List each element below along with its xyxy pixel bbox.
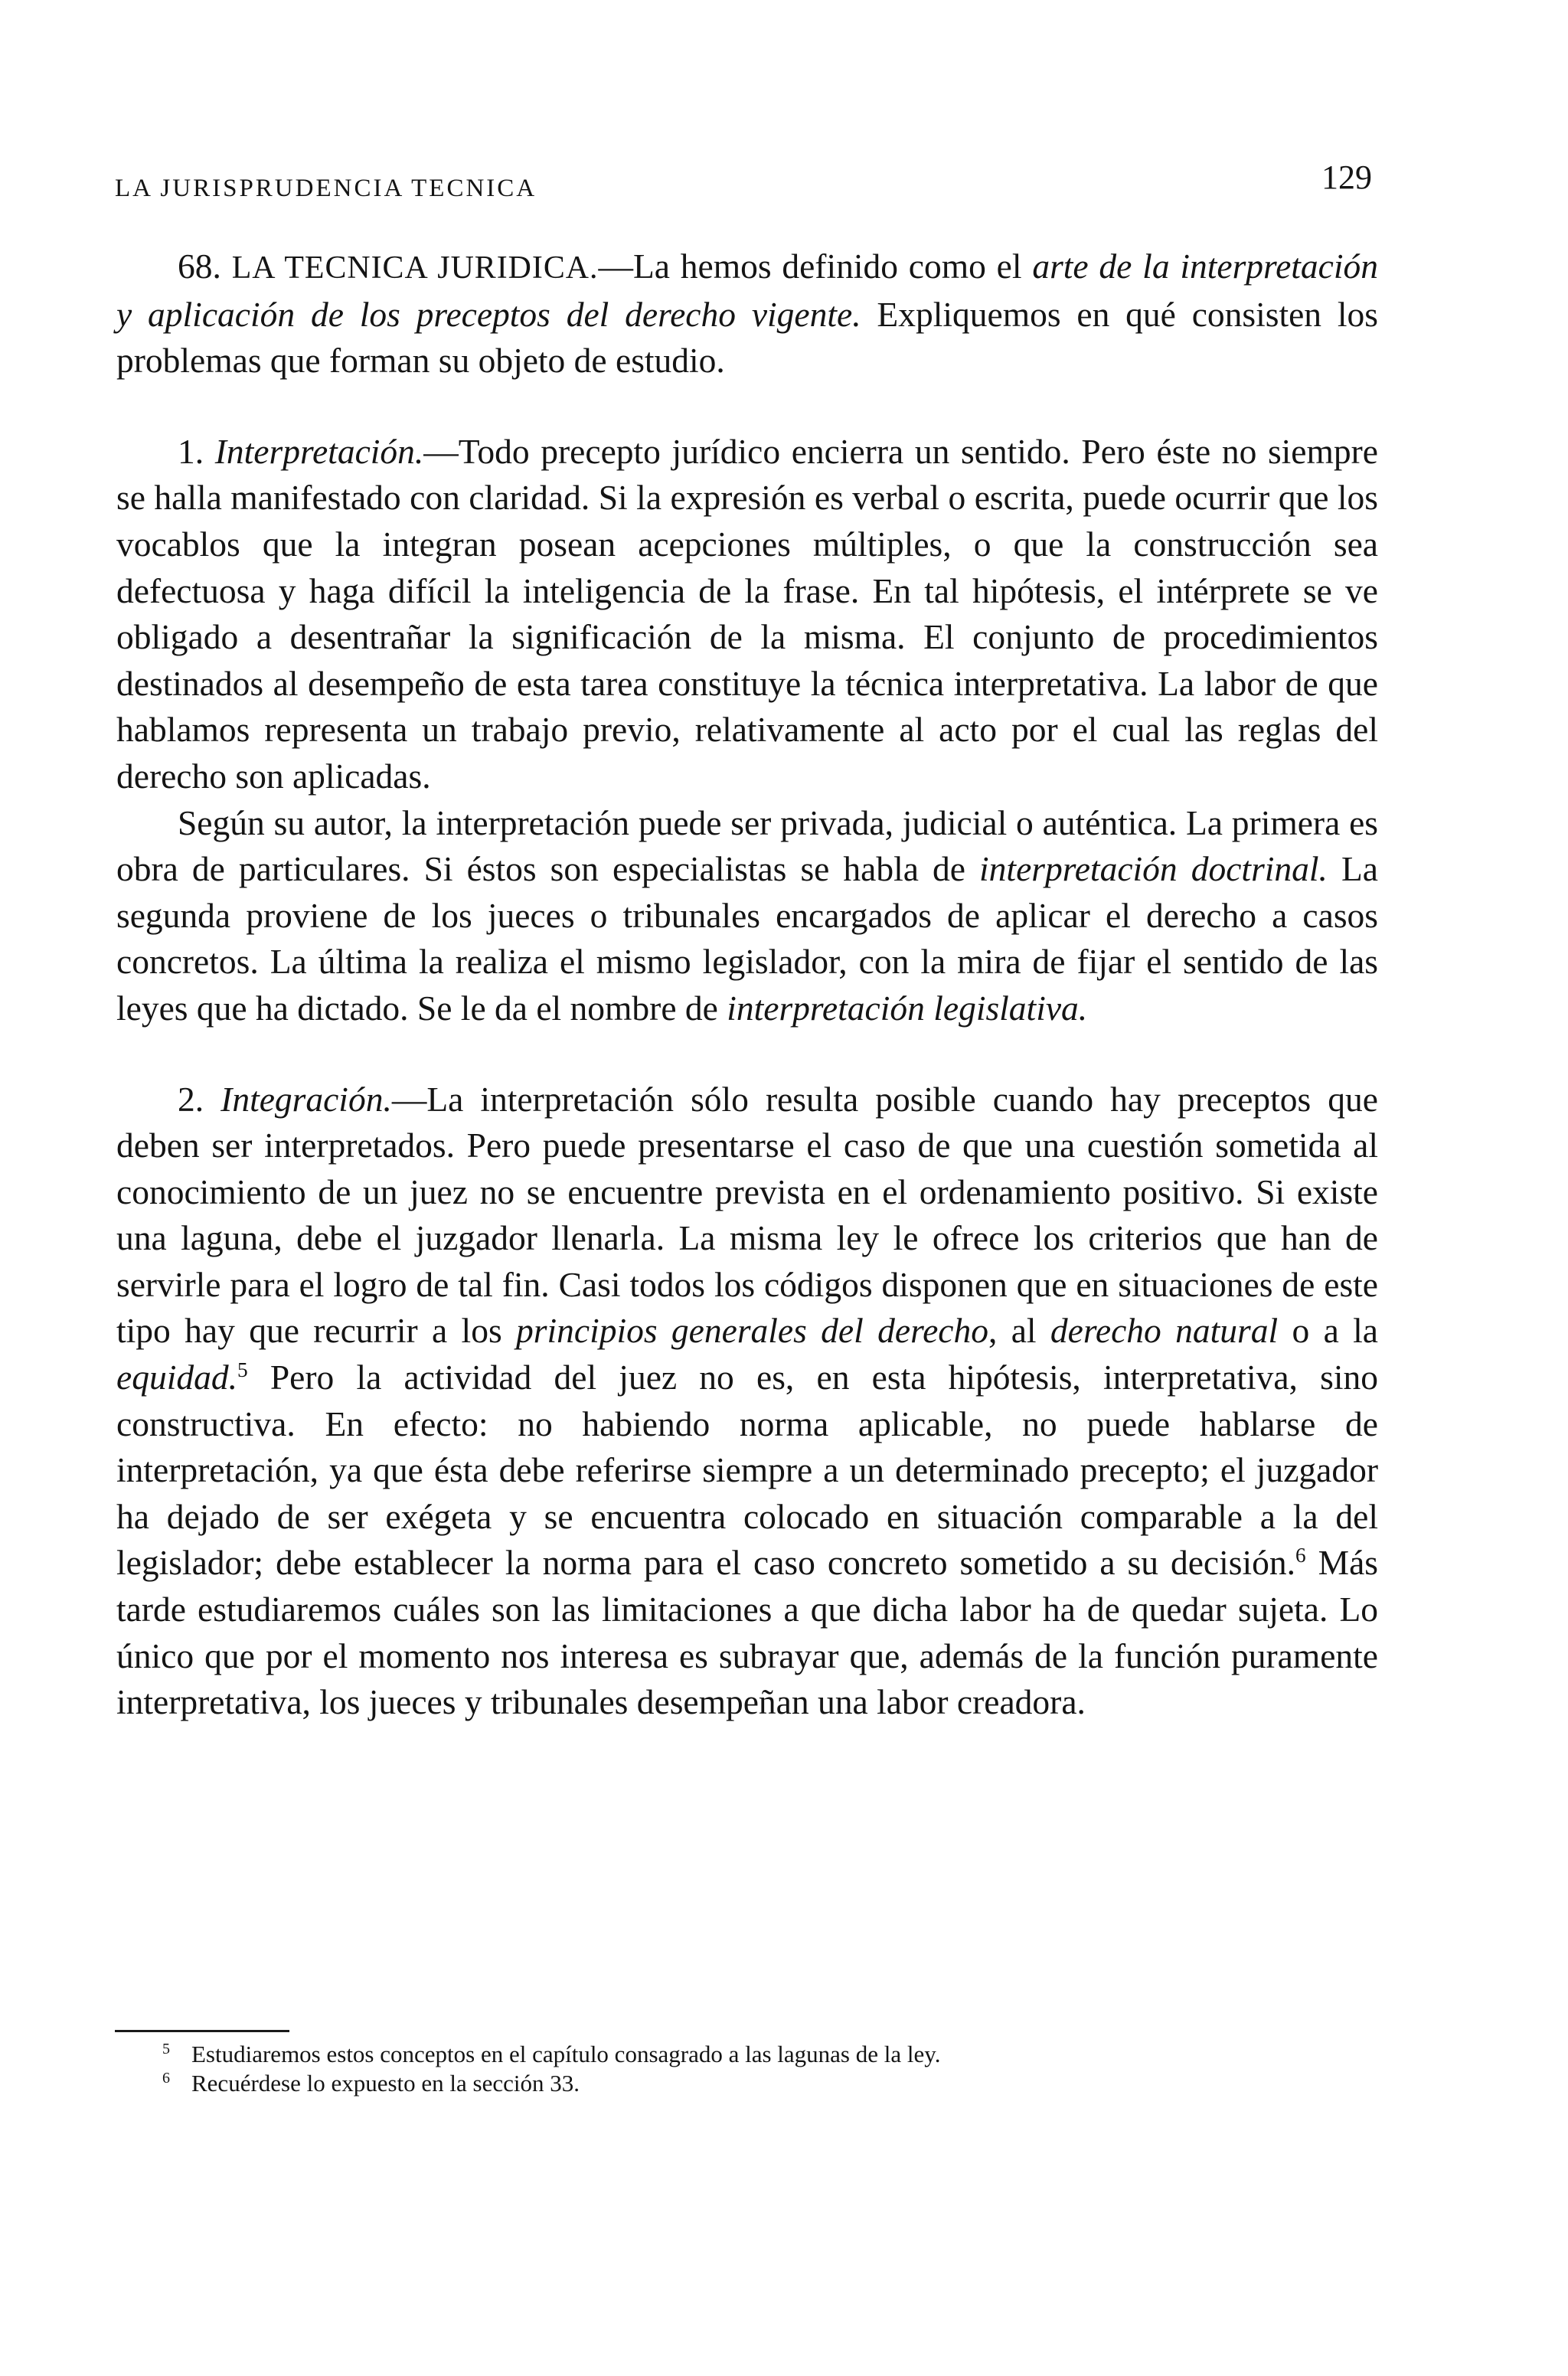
page-number: 129 (1321, 159, 1372, 196)
body-text (116, 243, 1378, 1726)
item-2-italic-a: principios generales del derecho (516, 1311, 988, 1351)
interp-italic-a: interpretación doctrinal. (979, 849, 1328, 889)
section-intro-a: —La hemos definido como el (598, 247, 1033, 286)
section-heading: LA TECNICA JURIDICA. (231, 250, 599, 286)
item-2-text-b: , al (988, 1311, 1050, 1351)
footnote-5-text: Estudiaremos estos conceptos en el capítulo consagrado a las lagunas de la ley. (191, 2041, 941, 2067)
footnote-ref-6[interactable]: 6 (1295, 1544, 1306, 1567)
footnote-6-text: Recuérdese lo expuesto en la sección 33. (191, 2070, 580, 2097)
item-2-italic-b: derecho natural (1050, 1311, 1279, 1351)
interp-italic-b: interpretación legislativa. (727, 988, 1088, 1028)
interp-text-a: Según su autor, la interpretación puede ser privada, judicial o auténtica. La primera es obra de particulares. Si éstos son especialistas se habla de (116, 802, 1378, 889)
footnote-ref-5[interactable]: 5 (237, 1358, 248, 1381)
item-2-paragraph (116, 1077, 1378, 1726)
footnotes (162, 2040, 1380, 2098)
item-2-text-d: Pero la actividad del juez no es, en esta hipótesis, interpretativa, sino constructiva. En efecto: no habiendo norma aplicable, no puede hablarse de interpretación, ya que ésta debe referirse siempre a un determinado precepto; el juzgador ha dejado de ser exégeta y se encuentra colocado en situación comparable a la del legislador; debe establecer la norma para el caso concreto sometido a su decisión. (116, 1358, 1378, 1583)
section-number: 68. (178, 247, 221, 286)
footnote-5 (162, 2040, 1380, 2069)
item-1-text: —Todo precepto jurídico encierra un sentido. Pero éste no siempre se halla manifestado con claridad. Si la expresión es verbal o escrita, puede ocurrir que los vocablos que la integran posean acepciones múltiples, o que la construcción sea defectuosa y haga difícil la inteligencia de la frase. En tal hipótesis, el intérprete se ve obligado a desentrañar la significación de la misma. El conjunto de procedimientos destinados al desempeño de esta tarea constituye la técnica interpretativa. La labor de que hablamos representa un trabajo previo, relativamente al acto por el cual las reglas del derecho son aplicadas. (116, 431, 1378, 796)
footnote-5-number: 5 (162, 2040, 170, 2057)
footnote-6-number: 6 (162, 2069, 170, 2087)
item-2-text-a: —La interpretación sólo resulta posible cuando hay preceptos que deben ser interpretados. Pero puede presentarse el caso de que una cuestión sometida al conocimiento de un juez no se encuentre prevista en el ordenamiento positivo. Si existe una laguna, debe el juzgador llenarla. La misma ley le ofrece los criterios que han de servirle para el logro de tal fin. Casi todos los códigos disponen que en situaciones de este tipo hay que recurrir a los (116, 1079, 1378, 1351)
footnote-6 (162, 2069, 1380, 2098)
item-2-number: 2. (178, 1079, 204, 1119)
running-title: LA JURISPRUDENCIA TECNICA (115, 175, 537, 202)
item-2-text-c: o a la (1278, 1311, 1379, 1351)
interpretation-types-paragraph (116, 800, 1378, 1032)
item-1-title: Interpretación. (214, 431, 424, 471)
item-2-text-e: Más tarde estudiaremos cuáles son las limitaciones a que dicha labor ha de quedar sujeta. Lo único que por el momento nos interesa es subrayar que, además de la función puramente interpretativa, los jueces y tribunales desempeñan una labor creadora. (116, 1543, 1378, 1722)
section-intro-b: Expliquemos en qué consisten los problemas que forman su objeto de estudio. (116, 294, 1378, 381)
item-2-title: Integración. (220, 1079, 392, 1119)
section-68-paragraph (116, 243, 1378, 384)
item-1-number: 1. (178, 431, 204, 471)
footnote-divider (115, 2030, 289, 2032)
section-intro-italic: arte de la interpretación y aplicación de los preceptos del derecho vigente. (116, 247, 1378, 334)
item-1-paragraph (116, 429, 1378, 800)
item-2-italic-c: equidad. (116, 1358, 237, 1397)
interp-text-b: La segunda proviene de los jueces o tribunales encargados de aplicar el derecho a casos concretos. La última la realiza el mismo legislador, con la mira de fijar el sentido de las leyes que ha dictado. Se le da el nombre de (116, 849, 1378, 1028)
